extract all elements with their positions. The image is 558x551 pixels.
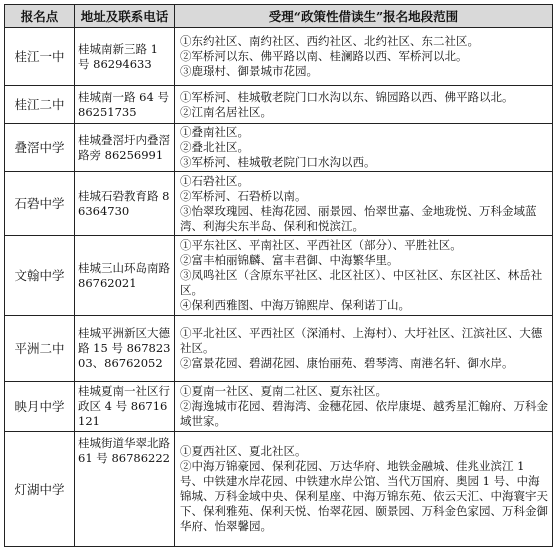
area-item: ②富景花园、碧湖花园、康怡丽苑、碧琴湾、南港名轩、御水岸。 <box>180 356 514 370</box>
area-item: ①石䂬社区。 <box>180 173 249 188</box>
site-name: 文翰中学 <box>5 236 75 316</box>
site-address: 桂城平洲新区大德路 15 号 86782303、86762052 <box>75 316 175 382</box>
area-item: ②中海万锦豪园、保利花园、万达华府、地铁金融城、佳兆业滨江 1 号、中铁建水岸花园、中铁建水岸公馆、当代万国府、奥园 1 号、中海锦城、万科金域中央、保利星座、中海万锦东苑、依云天汇、中海寰宇天下、保利雅苑、保利天悦、怡翠花园、颐景园、万科金色家园、万科金御华府、怡翠馨园。 <box>180 459 548 533</box>
area-cell <box>175 382 553 432</box>
site-name: 桂江二中 <box>5 86 75 124</box>
area-cell <box>175 172 553 236</box>
site-address: 桂城三山环岛南路 86762021 <box>75 236 175 316</box>
header-area: 受理“政策性借读生”报名地段范围 <box>175 5 553 28</box>
table-header-row <box>5 5 553 28</box>
site-name: 映月中学 <box>5 382 75 432</box>
area-item: ③鹿璟村、御景城市花园。 <box>180 64 318 78</box>
area-item: ②军桥河以东、佛平路以南、桂澜路以西、军桥河以北。 <box>180 49 468 63</box>
area-cell <box>175 124 553 172</box>
table-row <box>5 236 553 316</box>
site-address: 桂城南新三路 1 号 86294633 <box>75 28 175 86</box>
area-cell <box>175 432 553 547</box>
area-cell <box>175 316 553 382</box>
area-item: ①军桥河、桂城敬老院门口水沟以东、锦园路以西、佛平路以北。 <box>180 89 514 104</box>
school-registration-table <box>4 4 553 547</box>
site-name: 平洲二中 <box>5 316 75 382</box>
area-item: ①平北社区、平西社区（深涌村、上海村）、大圩社区、江滨社区、大德社区。 <box>180 326 543 355</box>
area-cell <box>175 236 553 316</box>
header-site: 报名点 <box>5 5 75 28</box>
site-name: 叠滘中学 <box>5 124 75 172</box>
area-item: ①东约社区、南约社区、西约社区、北约社区、东二社区。 <box>180 34 479 48</box>
table-row <box>5 124 553 172</box>
table-row <box>5 86 553 124</box>
area-item: ④保利西雅图、中海万锦熙岸、保利诺丁山。 <box>180 298 410 312</box>
area-item: ②叠北社区。 <box>180 140 249 154</box>
site-address: 桂城叠滘圩内叠滘路旁 86256991 <box>75 124 175 172</box>
area-item: ②江南名居社区。 <box>180 104 272 119</box>
area-item: ③凤鸣社区（含原东平社区、北区社区）、中区社区、东区社区、林岳社区。 <box>180 268 543 297</box>
site-address: 桂城石䂬教育路 86364730 <box>75 172 175 236</box>
area-item: ②军桥河、石䂬桥以南。 <box>180 188 307 203</box>
area-item: ③怡翠玫瑰园、桂海花园、丽景园、怡翠世嘉、金地珑悦、万科金域蓝湾、利海尖东半岛、保利和悦滨江。 <box>180 203 537 233</box>
area-cell <box>175 86 553 124</box>
area-item: ②富丰柏丽锦麟、富丰君御、中海繁华里。 <box>180 253 399 267</box>
site-name: 灯湖中学 <box>5 432 75 547</box>
area-item: ③军桥河、桂城敬老院门口水沟以西。 <box>180 155 376 169</box>
header-address: 地址及联系电话 <box>75 5 175 28</box>
table-row <box>5 432 553 547</box>
area-item: ①叠南社区。 <box>180 125 249 139</box>
table-row <box>5 316 553 382</box>
area-item: ①夏南一社区、夏南二社区、夏东社区。 <box>180 384 387 398</box>
site-address: 桂城夏南一社区行政区 4 号 86716121 <box>75 382 175 432</box>
area-item: ①平东社区、平南社区、平西社区（部分）、平胜社区。 <box>180 238 462 252</box>
site-name: 石䂬中学 <box>5 172 75 236</box>
site-name: 桂江一中 <box>5 28 75 86</box>
table-row <box>5 172 553 236</box>
area-item: ①夏西社区、夏北社区。 <box>180 444 307 458</box>
table-row <box>5 382 553 432</box>
area-cell <box>175 28 553 86</box>
site-address: 桂城南一路 64 号 86251735 <box>75 86 175 124</box>
site-address: 桂城街道华翠北路 61 号 86786222 <box>75 432 175 547</box>
area-item: ②海逸城市花园、碧海湾、金穗花园、依岸康堤、越秀星汇翰府、万科金域世家。 <box>180 399 548 428</box>
table-row <box>5 28 553 86</box>
